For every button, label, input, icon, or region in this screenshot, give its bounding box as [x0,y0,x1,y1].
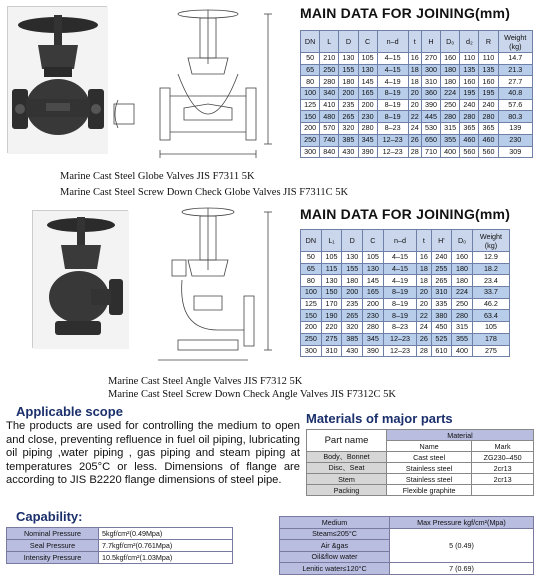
table-cell: Body、Bonnet [307,452,387,463]
table-cell: 385 [339,134,358,146]
table-row [301,99,533,111]
table-cell: 200 [301,322,322,334]
table-cell: 335 [431,298,452,310]
table-cell: 840 [320,146,339,158]
column-header: DN [301,31,320,53]
table-cell: Stainless steel [387,463,472,474]
table-row [301,310,510,322]
table-row [7,552,233,564]
table-row [301,134,533,146]
column-header: C [363,230,384,252]
column-header: t [417,230,431,252]
table-cell: 105 [363,252,384,264]
capability-value: 7.7kgf/cm²(0.761Mpa) [99,540,233,552]
table-cell: 390 [421,99,440,111]
table-cell: 200 [358,99,377,111]
table-cell: 280 [479,111,498,123]
table-cell: 12–23 [383,345,416,357]
column-header: L [320,31,339,53]
table-cell: 46.2 [472,298,509,310]
table-cell: 280 [441,111,460,123]
table-cell: 309 [498,146,532,158]
table-cell: 160 [441,53,460,65]
capability-value: 5kgf/cm²(0.49Mpa) [99,528,233,540]
table-cell: 130 [358,64,377,76]
table-cell: 8–19 [377,111,408,123]
table-cell: 4–15 [383,263,416,275]
name-header: Name [387,441,472,452]
table-row [301,298,510,310]
table-row [301,345,510,357]
table-cell: 240 [431,252,452,264]
column-header: Weight (kg) [498,31,532,53]
table-cell: 12–23 [377,134,408,146]
table-cell: 460 [479,134,498,146]
table-cell: 400 [441,146,460,158]
table-cell: 20 [408,99,421,111]
table-cell: 230 [498,134,532,146]
table-cell: 200 [301,123,320,135]
capability-title: Capability: [16,509,83,524]
table-row [7,528,233,540]
table-cell: 740 [320,134,339,146]
table-cell: 235 [339,99,358,111]
table-cell: 345 [363,333,384,345]
table-cell: 150 [301,310,322,322]
table-cell: 4–19 [383,275,416,287]
table-cell: 8–23 [383,322,416,334]
table-cell: Stem [307,474,387,485]
table-row [7,540,233,552]
table-cell: 2cr13 [472,463,534,474]
table-cell: 365 [460,123,479,135]
table-cell: 210 [320,53,339,65]
table-cell: 8–19 [377,88,408,100]
capability-table [6,527,233,564]
table-cell: 570 [320,123,339,135]
table-cell: 170 [321,298,342,310]
table-cell: 340 [320,88,339,100]
table-cell: 33.7 [472,287,509,299]
angle-table-title: MAIN DATA FOR JOINING(mm) [300,206,511,222]
column-header: DN [301,230,322,252]
table-cell: 280 [358,123,377,135]
table-cell: 240 [479,99,498,111]
table-cell: 28 [408,146,421,158]
table-cell: 160 [452,252,473,264]
table-cell: 365 [479,123,498,135]
table-cell: 24 [408,123,421,135]
table-row [301,53,533,65]
medium-cell: Oil&flow water [280,551,390,563]
table-cell: 165 [363,287,384,299]
table-cell: 115 [321,263,342,275]
table-cell: 155 [342,263,363,275]
table-cell: Cast steel [387,452,472,463]
table-cell: 380 [431,310,452,322]
table-cell: 8–19 [383,310,416,322]
table-cell: 16 [417,252,431,264]
table-cell [472,485,534,496]
table-cell: 130 [321,275,342,287]
table-cell: ZG230–450 [472,452,534,463]
table-cell: 8–19 [377,99,408,111]
table-cell: 18.2 [472,263,509,275]
table-cell: 100 [301,88,320,100]
table-cell: Disc、Seat [307,463,387,474]
table-cell: 80 [301,76,320,88]
table-cell: 4–15 [377,64,408,76]
table-cell: 8–19 [383,298,416,310]
table-cell: 235 [342,298,363,310]
table-cell: 12–23 [383,333,416,345]
table-cell: 8–23 [377,123,408,135]
table-cell: 50 [301,53,320,65]
globe-valve-drawing [108,4,286,166]
table-cell: 145 [363,275,384,287]
table-cell: 24 [417,322,431,334]
table-cell: 310 [421,76,440,88]
pressure-table [279,516,534,575]
column-header: Weight (kg) [472,230,509,252]
table-cell: 250 [441,99,460,111]
table-cell: 230 [358,111,377,123]
table-cell: 12.9 [472,252,509,264]
table-row [301,111,533,123]
table-row [301,275,510,287]
table-cell: 200 [363,298,384,310]
table-cell: 165 [358,88,377,100]
table-cell: 18 [417,263,431,275]
table-cell: 135 [460,64,479,76]
table-cell: 200 [342,287,363,299]
table-cell: 190 [321,310,342,322]
table-cell: 180 [452,263,473,275]
medium-header: Medium [280,517,390,529]
table-cell: 139 [498,123,532,135]
table-cell: 14.7 [498,53,532,65]
table-cell: 265 [339,111,358,123]
table-row [307,452,534,463]
table-cell: 20 [408,88,421,100]
table-cell: 530 [421,123,440,135]
table-row [301,263,510,275]
capability-label: Seal Pressure [7,540,99,552]
table-cell: 12–23 [377,146,408,158]
table-cell: 180 [441,76,460,88]
table-cell: 224 [452,287,473,299]
table-cell: 445 [421,111,440,123]
table-row [301,287,510,299]
table-cell: 460 [460,134,479,146]
angle-data-table [300,229,510,357]
pressure-value-group: 5 (0.49) [390,528,534,563]
medium-cell: Lenitic water≤120°C [280,563,390,575]
table-cell: 4–15 [383,252,416,264]
column-header: n–d [377,31,408,53]
table-cell: 8–19 [383,287,416,299]
table-cell: 300 [301,146,320,158]
table-cell: 16 [408,53,421,65]
table-cell: 280 [460,111,479,123]
table-cell: 150 [321,287,342,299]
table-row [301,252,510,264]
table-cell: 27.7 [498,76,532,88]
table-cell: 18 [408,76,421,88]
table-cell: 80 [301,275,322,287]
table-cell: 135 [479,64,498,76]
table-cell: 400 [452,345,473,357]
table-cell: 180 [441,64,460,76]
capability-label: Intensity Pressure [7,552,99,564]
table-row [301,64,533,76]
part-name-header: Part name [307,430,387,452]
column-header: d₂ [460,31,479,53]
table-cell: 57.6 [498,99,532,111]
table-cell: 178 [472,333,509,345]
table-cell: 300 [421,64,440,76]
table-cell: 255 [431,263,452,275]
table-cell: 50 [301,252,322,264]
table-cell: 315 [452,322,473,334]
table-cell: 275 [321,333,342,345]
table-cell: 180 [342,275,363,287]
globe-caption-2: Marine Cast Steel Screw Down Check Globe Valves JIS F7311C 5K [60,187,349,198]
capability-value: 10.5kgf/cm²(1.03Mpa) [99,552,233,564]
table-cell: 345 [358,134,377,146]
table-cell: 560 [460,146,479,158]
table-row [307,474,534,485]
column-header: H' [431,230,452,252]
table-cell: 310 [431,287,452,299]
table-cell: 610 [431,345,452,357]
globe-caption-1: Marine Cast Steel Globe Valves JIS F7311 5K [60,171,255,182]
table-cell: 80.3 [498,111,532,123]
table-cell: 18 [408,64,421,76]
globe-valve-photo [7,6,107,153]
table-cell: 26 [408,134,421,146]
table-cell: 105 [472,322,509,334]
table-cell: 195 [479,88,498,100]
table-cell: 63.4 [472,310,509,322]
table-cell: 220 [321,322,342,334]
table-cell: 130 [342,252,363,264]
column-header: D₀ [452,230,473,252]
material-header: Material [387,430,534,441]
table-cell: 250 [301,134,320,146]
table-cell: Packing [307,485,387,496]
capability-label: Nominal Pressure [7,528,99,540]
table-row [301,123,533,135]
table-cell: 145 [358,76,377,88]
table-cell: 360 [421,88,440,100]
table-cell: 480 [320,111,339,123]
table-cell: 410 [320,99,339,111]
table-cell: 110 [479,53,498,65]
table-cell: 180 [452,275,473,287]
table-cell: 390 [358,146,377,158]
table-cell: 22 [417,310,431,322]
table-cell: 355 [452,333,473,345]
table-row [307,485,534,496]
table-cell: 230 [363,310,384,322]
table-cell: 320 [339,123,358,135]
column-header: H [421,31,440,53]
table-cell: 385 [342,333,363,345]
pressure-value-last: 7 (0.69) [390,563,534,575]
table-cell: 560 [479,146,498,158]
table-cell: 18 [417,275,431,287]
table-cell: 20 [417,298,431,310]
table-cell: 21.3 [498,64,532,76]
table-cell: 650 [421,134,440,146]
globe-table-title: MAIN DATA FOR JOINING(mm) [300,5,511,21]
table-cell: 28 [417,345,431,357]
table-row [301,88,533,100]
table-cell: 40.8 [498,88,532,100]
table-cell: 150 [301,111,320,123]
table-cell: 26 [417,333,431,345]
materials-title: Materials of major parts [306,411,453,426]
table-cell: 105 [321,252,342,264]
column-header: R [479,31,498,53]
column-header: D [342,230,363,252]
table-cell: 310 [321,345,342,357]
globe-data-table [300,30,533,158]
table-cell: 355 [441,134,460,146]
table-cell: 65 [301,263,322,275]
table-cell: 250 [301,333,322,345]
table-cell: 270 [421,53,440,65]
table-cell: 525 [431,333,452,345]
table-cell: 125 [301,99,320,111]
table-cell: 2cr13 [472,474,534,485]
table-cell: 110 [460,53,479,65]
medium-cell: Air &gas [280,540,390,552]
max-pressure-header: Max Pressure kgf/cm²(Mpa) [390,517,534,529]
table-cell: 280 [452,310,473,322]
table-cell: 125 [301,298,322,310]
table-cell: 100 [301,287,322,299]
table-cell: 390 [363,345,384,357]
table-cell: 155 [339,64,358,76]
table-cell: 240 [460,99,479,111]
table-cell: 315 [441,123,460,135]
table-cell: 20 [417,287,431,299]
table-cell: 280 [320,76,339,88]
angle-caption-1: Marine Cast Steel Angle Valves JIS F7312 5K [108,376,303,387]
table-row [301,333,510,345]
table-cell: 22 [408,111,421,123]
materials-table [306,429,534,496]
table-cell: 23.4 [472,275,509,287]
column-header: D₀ [441,31,460,53]
column-header: D [339,31,358,53]
column-header: L₁ [321,230,342,252]
column-header: t [408,31,421,53]
angle-caption-2: Marine Cast Steel Screw Down Check Angle Valves JIS F7312C 5K [108,389,396,400]
table-cell: 320 [342,322,363,334]
table-cell: 160 [479,76,498,88]
medium-cell: Steam≤205°C [280,528,390,540]
angle-valve-drawing [148,200,286,372]
angle-valve-photo [32,210,128,348]
table-cell: 280 [363,322,384,334]
table-cell: 105 [358,53,377,65]
table-cell: 130 [339,53,358,65]
table-cell: 4–19 [377,76,408,88]
table-cell: 450 [431,322,452,334]
table-cell: 160 [460,76,479,88]
table-cell: 300 [301,345,322,357]
table-cell: 250 [320,64,339,76]
mark-header: Mark [472,441,534,452]
table-cell: 195 [460,88,479,100]
table-cell: 250 [452,298,473,310]
column-header: n–d [383,230,416,252]
table-cell: 430 [342,345,363,357]
table-cell: 224 [441,88,460,100]
table-row [301,322,510,334]
table-cell: 275 [472,345,509,357]
table-row [301,76,533,88]
table-cell: 65 [301,64,320,76]
table-row [301,146,533,158]
scope-title: Applicable scope [16,404,123,419]
table-cell: 265 [431,275,452,287]
table-cell: Stainless steel [387,474,472,485]
table-cell: 265 [342,310,363,322]
table-cell: 180 [339,76,358,88]
table-cell: 130 [363,263,384,275]
table-cell: 200 [339,88,358,100]
column-header: C [358,31,377,53]
table-cell: 4–15 [377,53,408,65]
table-cell: 710 [421,146,440,158]
table-row [307,463,534,474]
table-cell: 430 [339,146,358,158]
scope-text: The products are used for controlling the medium to open and close, preventing refluence in fuel oil piping, lubricating oil piping ,water piping , gas piping and steam piping at temperatures 205°C or less. Dimensions of flange are according to JIS B2220 flange dimensions of steel pipe. [6,420,300,487]
table-cell: Flexible graphite [387,485,472,496]
